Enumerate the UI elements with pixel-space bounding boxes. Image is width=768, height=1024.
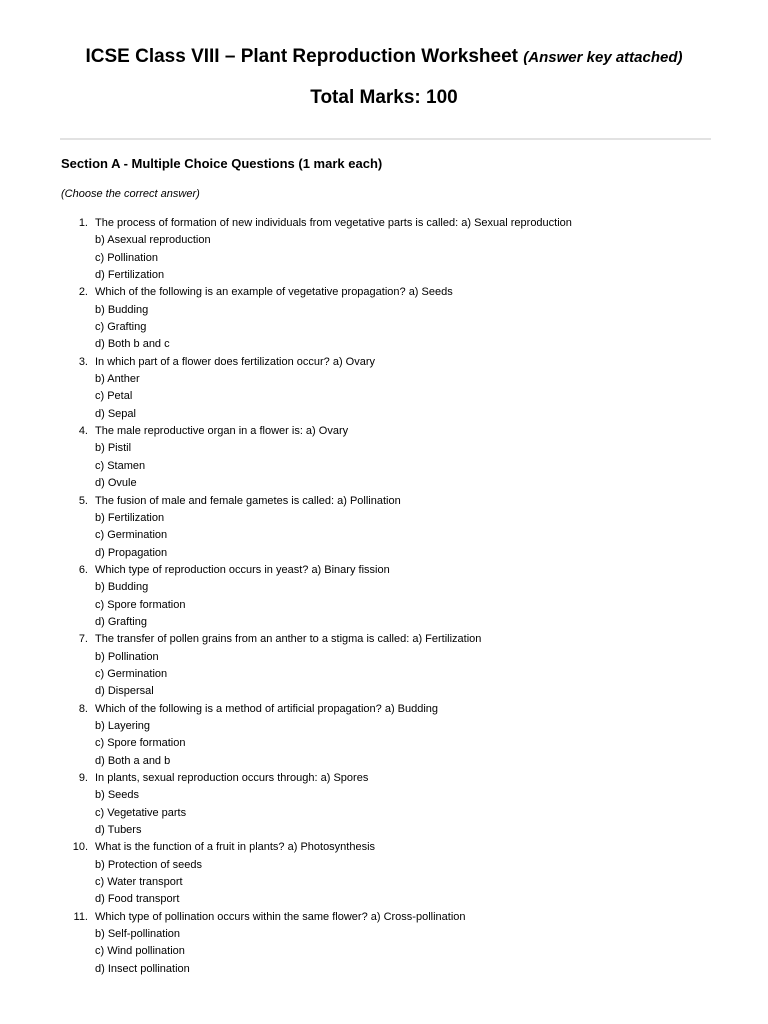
- question-line: [0, 284, 768, 301]
- worksheet-title: [0, 44, 768, 71]
- question-item: [0, 284, 768, 353]
- question-option: b) Protection of seeds: [95, 858, 203, 871]
- question-option: b) Self-pollination: [95, 928, 180, 941]
- question-option: c) Grafting: [95, 321, 147, 334]
- question-item: [0, 215, 768, 284]
- question-option: d) Food transport: [95, 893, 180, 906]
- question-option: d) Propagation: [95, 546, 168, 559]
- question-option: b) Pollination: [95, 650, 159, 663]
- question-option: b) Anther: [95, 373, 140, 386]
- question-text: Which type of pollination occurs within the same flower? a) Cross-pollination: [95, 910, 466, 923]
- question-text: The male reproductive organ in a flower is: a) Ovary: [95, 425, 349, 438]
- question-option: b) Asexual reproduction: [95, 234, 211, 247]
- question-item: [0, 770, 768, 839]
- question-item: [0, 701, 768, 770]
- question-text: What is the function of a fruit in plants? a) Photosynthesis: [95, 841, 376, 854]
- question-item: [0, 909, 768, 978]
- question-option: c) Germination: [95, 529, 168, 542]
- question-option: d) Tubers: [95, 824, 142, 837]
- question-number: 5.: [78, 494, 88, 507]
- question-option: d) Fertilization: [95, 269, 165, 282]
- question-option: c) Petal: [95, 390, 133, 403]
- question-number: 4.: [78, 425, 88, 438]
- question-text: Which type of reproduction occurs in yeast? a) Binary fission: [95, 563, 390, 576]
- question-number: 9.: [78, 772, 88, 784]
- question-option: d) Sepal: [95, 407, 136, 420]
- question-option: b) Budding: [95, 581, 149, 594]
- question-text: In plants, sexual reproduction occurs through: a) Spores: [95, 772, 369, 784]
- question-number: 2.: [78, 286, 88, 299]
- question-item: [0, 562, 768, 631]
- question-text: Which of the following is a method of artificial propagation? a) Budding: [95, 702, 439, 715]
- question-item: [0, 423, 768, 492]
- question-line: [0, 701, 768, 718]
- question-line: [0, 423, 768, 440]
- question-option: d) Insect pollination: [95, 962, 190, 975]
- question-item: [0, 631, 768, 700]
- question-option: d) Both a and b: [95, 754, 171, 767]
- question-number: 8.: [78, 702, 88, 715]
- question-number: 6.: [78, 563, 88, 576]
- question-option: b) Seeds: [95, 789, 140, 802]
- question-number: 3.: [78, 355, 88, 368]
- question-option: b) Layering: [95, 719, 151, 732]
- question-line: [0, 493, 768, 510]
- question-line: [0, 909, 768, 926]
- question-list: [0, 215, 768, 978]
- question-text: Which of the following is an example of vegetative propagation? a) Seeds: [95, 286, 453, 299]
- title-text: ICSE Class VIII – Plant Reproduction Worksheet: [85, 46, 518, 67]
- question-option: c) Spore formation: [95, 737, 186, 750]
- question-line: [0, 770, 768, 787]
- question-option: b) Fertilization: [95, 511, 165, 524]
- question-line: [0, 631, 768, 648]
- divider: [60, 138, 711, 140]
- question-option: c) Pollination: [95, 251, 158, 264]
- section-heading: Section A - Multiple Choice Questions (1 mark each): [61, 156, 383, 171]
- question-text: The process of formation of new individuals from vegetative parts is called: a) Sexual reproduction: [95, 217, 572, 229]
- question-line: [0, 215, 768, 232]
- question-option: d) Ovule: [95, 477, 137, 490]
- question-option: c) Vegetative parts: [95, 806, 187, 819]
- question-text: The fusion of male and female gametes is called: a) Pollination: [95, 494, 401, 507]
- question-option: b) Budding: [95, 303, 149, 316]
- question-number: 7.: [78, 633, 88, 646]
- question-item: [0, 354, 768, 423]
- question-number: 1.: [78, 217, 88, 229]
- question-option: c) Water transport: [95, 876, 183, 889]
- question-line: [0, 354, 768, 371]
- question-option: d) Dispersal: [95, 685, 154, 698]
- section-instruction: (Choose the correct answer): [61, 188, 200, 200]
- answer-key-note: (Answer key attached): [523, 49, 683, 66]
- question-option: c) Wind pollination: [95, 945, 185, 958]
- question-item: [0, 493, 768, 562]
- question-text: In which part of a flower does fertilization occur? a) Ovary: [95, 355, 376, 368]
- question-number: 11.: [73, 910, 88, 923]
- question-option: c) Stamen: [95, 459, 146, 472]
- question-option: c) Spore formation: [95, 598, 186, 611]
- question-line: [0, 562, 768, 579]
- question-text: The transfer of pollen grains from an anther to a stigma is called: a) Fertilization: [95, 633, 482, 646]
- question-item: [0, 839, 768, 908]
- question-option: b) Pistil: [95, 442, 132, 455]
- question-option: d) Grafting: [95, 615, 147, 628]
- question-line: [0, 839, 768, 856]
- total-marks: Total Marks: 100: [310, 87, 458, 108]
- question-option: d) Both b and c: [95, 338, 170, 351]
- question-number: 10.: [72, 841, 88, 854]
- question-option: c) Germination: [95, 667, 168, 680]
